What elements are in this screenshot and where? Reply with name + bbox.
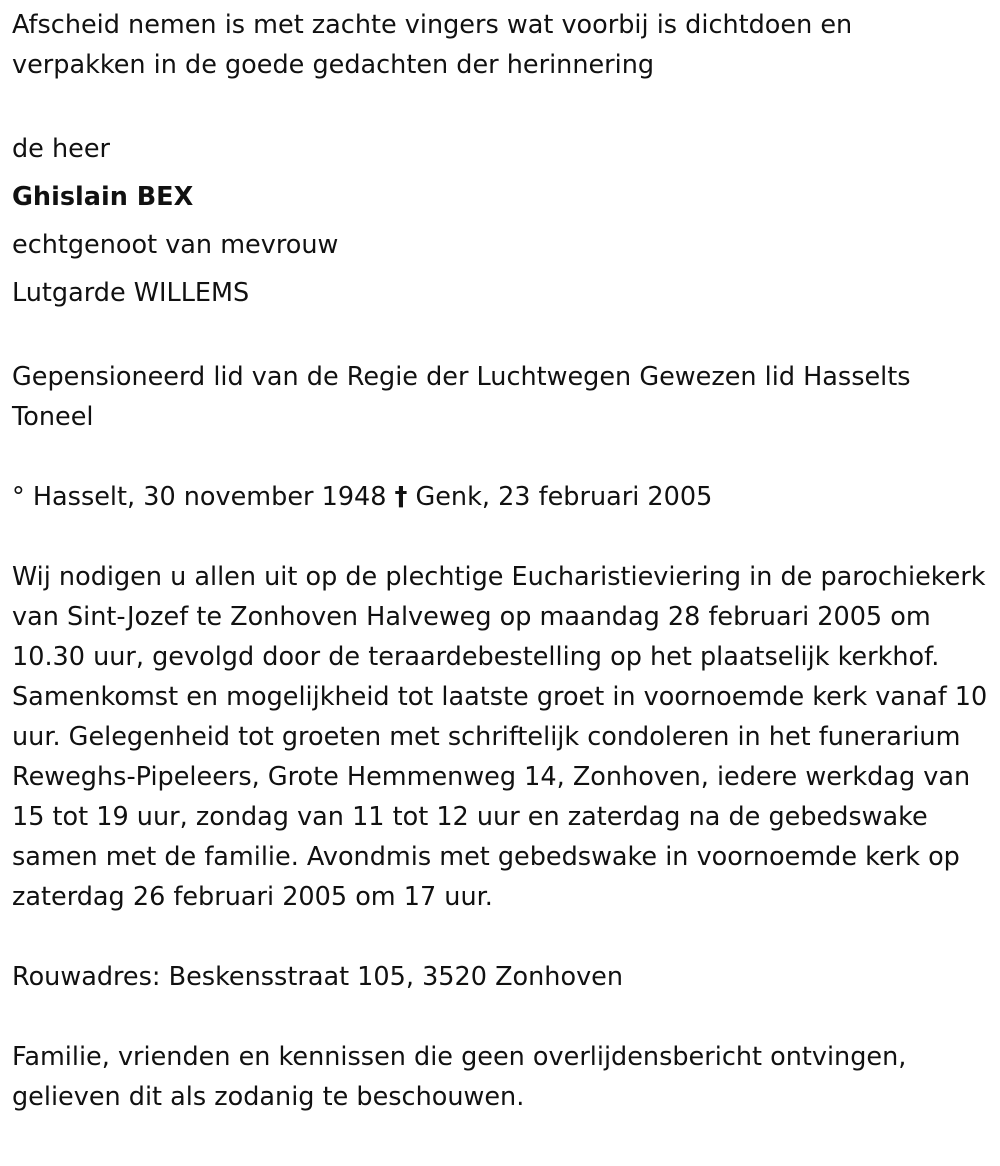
service-text: Wij nodigen u allen uit op de plechtige Eucharistieviering in de parochiekerk van Sint-Jozef te Zonhoven Halveweg op maandag 28 februari 2005 om 10.30 uur, gevolgd door de teraardebestelling op het plaatselijk kerkhof. Samenkomst en mogelijkheid tot laatste groet in voornoemde kerk vanaf 10 uur. Gelegenheid tot groeten met schriftelijk condoleren in het funerarium Reweghs-Pipeleers, Grote Hemmenweg 14, Zonhoven, iedere werkdag van 15 tot 19 uur, zondag van 11 tot 12 uur en zaterdag na de gebedswake samen met de familie. Avondmis met gebedswake in voornoemde kerk op zaterdag 26 februari 2005 om 17 uur. <box>12 562 988 912</box>
spacer <box>12 997 992 1037</box>
motto-text: Afscheid nemen is met zachte vingers wat voorbij is dichtdoen en verpakken in de goede gedachten der herinnering <box>12 10 853 80</box>
spouse-relation: echtgenoot van mevrouw <box>12 230 339 260</box>
spacer <box>12 517 992 557</box>
deceased-name: Ghislain BEX <box>12 182 194 212</box>
birth-info: Hasselt, 30 november 1948 <box>32 482 387 512</box>
spacer <box>12 917 992 957</box>
death-cross-icon: † <box>394 482 408 512</box>
obituary-notice <box>12 5 992 1117</box>
death-info: Genk, 23 februari 2005 <box>415 482 713 512</box>
spacer <box>12 85 992 125</box>
honorific: de heer <box>12 134 111 164</box>
occupation-text: Gepensioneerd lid van de Regie der Luchtwegen Gewezen lid Hasselts Toneel <box>12 362 911 432</box>
spouse-name: Lutgarde WILLEMS <box>12 278 250 308</box>
deceased-block <box>12 125 992 317</box>
closing-text: Familie, vrienden en kennissen die geen overlijdensbericht ontvingen, gelieven dit als zodanig te beschouwen. <box>12 1042 907 1112</box>
spacer <box>12 437 992 477</box>
spacer <box>12 317 992 357</box>
birth-mark: ° <box>12 482 25 512</box>
mourning-address: Rouwadres: Beskensstraat 105, 3520 Zonhoven <box>12 962 624 992</box>
life-dates <box>12 477 992 517</box>
